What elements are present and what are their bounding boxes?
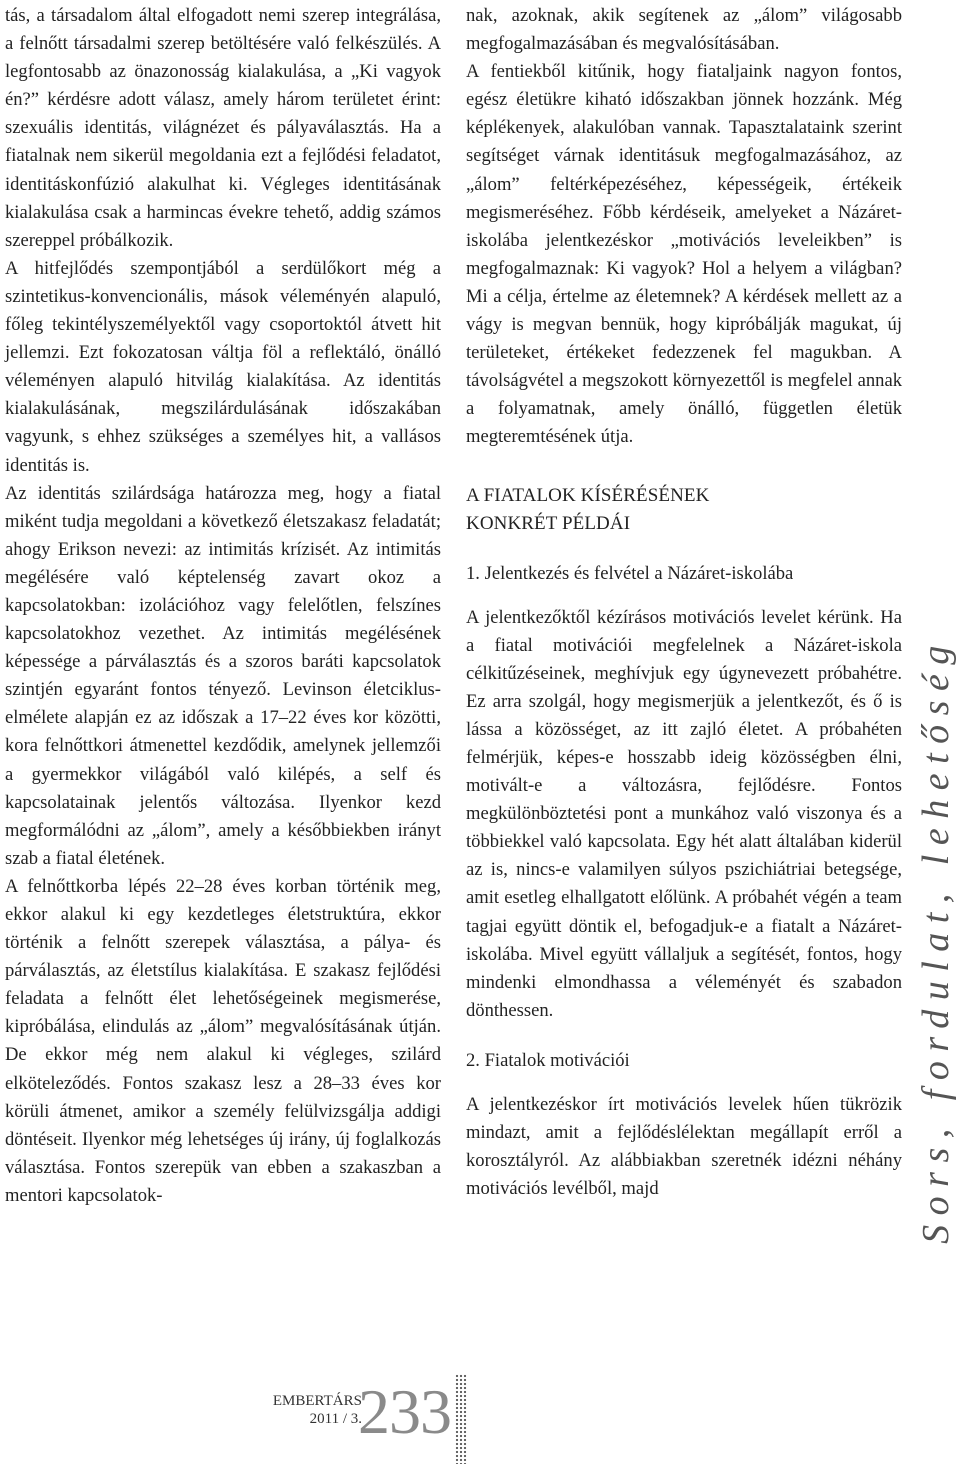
paragraph: tás, a társadalom által elfogadott nemi szerep integrálása, a felnőtt társadalmi szerep betöltésére való felkészülés. A legfontosabb az önazonosság kialakulása, a „Ki vagyok én?” kérdésre adott válasz, amely három területet érint: szexuális identitás, világnézet és pályaválasztás. Ha a fiatalnak nem sikerül megoldania ezt a fejlődési feladatot, identitáskonfúzió alakulhat ki. Végleges identitásának kialakulása csak a harmincas évekre tehető, addig számos szereppel próbálkozik. [5, 5, 441, 251]
running-title-text: Sors, fordulat, lehetőség [915, 636, 958, 1244]
subsection-heading: 1. Jelentkezés és felvétel a Názáret-iskolába [466, 562, 794, 584]
section-heading-line: KONKRÉT PÉLDÁI [466, 512, 631, 534]
paragraph: A jelentkezéskor írt motivációs levelek hűen tükrözik mindazt, amit a fejlődéslélektan megállapít erről a korosztályról. Az alábbiakban szeretnék idézni néhány motivációs levélből, majd [466, 1093, 902, 1200]
left-column [5, 2, 441, 1210]
running-title [912, 520, 960, 1360]
paragraph: A felnőttkorba lépés 22–28 éves korban történik meg, ekkor alakul ki egy kezdetleges életstruktúra, ekkor történik a felnőtt szerepek választása, a pálya- és párválasztás, az életstílus kialakítása. E szakasz fejlődési feladata a felnőtt élet lehetőségeinek megismerése, kipróbálása, elindulás az „álom” megvalósításának útján. De ekkor még nem alakul ki végleges, szilárd elköteleződés. Fontos szakasz lesz a 28–33 éves kor körüli átmenet, amikor a személy felülvizsgálja addigi döntéseit. Ilyenkor még lehetséges új irány, új foglalkozás választása. Fontos szerepük van ebben a szakaszban a mentori kapcsolatok- [5, 875, 441, 1206]
journal-info [266, 1392, 362, 1428]
page-number: 233 [358, 1376, 451, 1447]
right-column [466, 2, 902, 1203]
paragraph: A jelentkezőktől kézírásos motivációs levelet kérünk. Ha a fiatal motivációi megfelelnek a Názáret-iskola célkitűzéseinek, meghívjuk egy úgynevezett próbahétre. Ez arra szolgál, hogy megismerjük a jelentkezőt, és ő is lássa a közösséget, az itt zajló életet. A próbahéten felmérjük, képes-e hosszabb ideig közösségben élni, motivált-e a változásra, fejlődésre. Fontos megkülönböztetési pont a munkához való viszonya és a többiekkel való kapcsolata. Egy hét alatt általában kiderül az is, nincs-e valamilyen súlyos pszichiátriai betegsége, amit esetleg elhallgatott előlünk. A próbahét végén a team tagjai együtt döntik el, befogadjuk-e a fiatalt a Názáret-iskolába. Mivel együtt vállaljuk a segítését, fontos, hogy mindenki elmondhassa a véleményét és szabadon dönthessen. [466, 606, 902, 1021]
section-heading [466, 482, 902, 538]
paragraph: A fentiekből kitűnik, hogy fiataljaink nagyon fontos, egész életükre kiható időszakban jönnek hozzánk. Még képlékenyek, alakulóban vannak. Tapasztalataink szerint segítséget várnak identitásuk megfogalmazásához, az „álom” feltérképezéséhez, képességeik, értékeik megismeréséhez. Főbb kérdéseik, amelyeket a Názáret-iskolába jelentkezéskor „motivációs leveleikben” is megfogalmaznak: Ki vagyok? Hol a helyem a világban? Mi a célja, értelme az életemnek? A kérdések mellett az a vágy is megvan bennük, hogy kipróbálják magukat, új területeket, értékeket fedezzenek fel magukban. A távolságvétel a megszokott környezettől is megfelel annak a folyamatnak, amely önálló, független életük megteremtésének útja. [466, 61, 902, 448]
paragraph: nak, azoknak, akik segítenek az „álom” világosabb megfogalmazásában és megvalósításában. [466, 5, 902, 55]
paragraph: Az identitás szilárdsága határozza meg, hogy a fiatal miként tudja megoldani a következő életszakasz feladatát; ahogy Erikson nevezi: az intimitás krízisét. Az intimitás megélésére való képtelenség zavart okoz a kapcsolatokban: izolációhoz vagy felelőtlen, felszínes kapcsolatokhoz vezethet. Az intimitás megélésének képessége a párválasztás és a szoros baráti kapcsolatok szintjén egyaránt fontos tényező. Levinson életciklus-elmélete alapján ez az időszak a 17–22 éves kor közötti, kora felnőttkori átmenettel kezdődik, amelynek jellemzői a gyermekkor világából való kilépés, a self és kapcsolatainak jelentős változása. Ilyenkor kezd megformálódni az „álom”, amely a későbbiekben irányt szab a fiatal életének. [5, 482, 441, 869]
section-heading-line: A FIATALOK KÍSÉRÉSÉNEK [466, 484, 710, 506]
subsection-heading: 2. Fiatalok motivációi [466, 1049, 630, 1071]
journal-issue: 2011 / 3. [309, 1411, 362, 1427]
journal-name: EMBERTÁRS [272, 1393, 362, 1409]
decorative-dot-pattern [455, 1374, 467, 1464]
paragraph: A hitfejlődés szempontjából a serdülőkort még a szintetikus-konvencionális, mások véleményén alapuló, főleg tekintélyszemélyektől vagy csoportoktól átvett hit jellemzi. Ezt fokozatosan váltja föl a reflektáló, önálló véleményen alapuló hitvilág kialakítása. Az identitás kialakulásának, megszilárdulásának időszakában vagyunk, s ehhez szükséges a személyes hit, a vallásos identitás is. [5, 257, 441, 476]
